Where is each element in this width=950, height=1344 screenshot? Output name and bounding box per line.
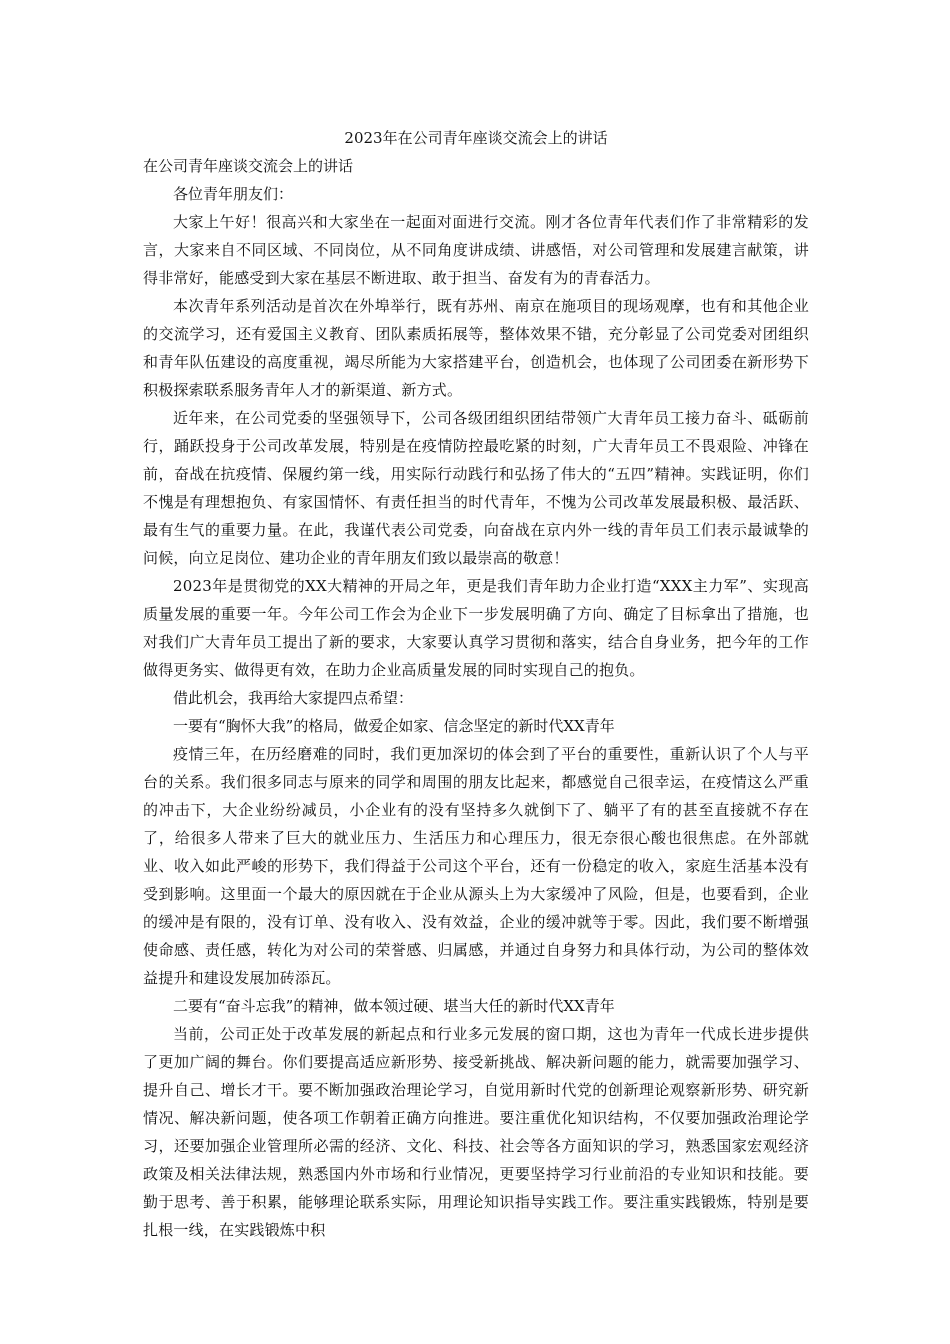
paragraph-greeting: 大家上午好！很高兴和大家坐在一起面对面进行交流。刚才各位青年代表们作了非常精彩的发言，大家来自不同区域、不同岗位，从不同角度讲成绩、讲感悟，对公司管理和发展建言献策，讲得非常好，能感受到大家在基层不断进取、敢于担当、奋发有为的青春活力。 bbox=[143, 213, 809, 287]
document-body bbox=[143, 124, 809, 1244]
document-subtitle: 在公司青年座谈交流会上的讲话 bbox=[143, 157, 354, 175]
section-heading-1: 一要有“胸怀大我”的格局，做爱企如家、信念坚定的新时代XX青年 bbox=[173, 717, 615, 735]
paragraph-hope-2: 当前，公司正处于改革发展的新起点和行业多元发展的窗口期，这也为青年一代成长进步提供了更加广阔的舞台。你们要提高适应新形势、接受新挑战、解决新问题的能力，就需要加强学习、提升自己、增长才干。要不断加强政治理论学习，自觉用新时代党的创新理论观察新形势、研究新情况、解决新问题，使各项工作朝着正确方向推进。要注重优化知识结构，不仅要加强政治理论学习，还要加强企业管理所必需的经济、文化、科技、社会等各方面知识的学习，熟悉国家宏观经济政策及相关法律法规，熟悉国内外市场和行业情况，更要坚持学习行业前沿的专业知识和技能。要勤于思考、善于积累，能够理论联系实际，用理论知识指导实践工作。要注重实践锻炼，特别是要扎根一线，在实践锻炼中积 bbox=[143, 1025, 809, 1239]
paragraph-activities: 本次青年系列活动是首次在外埠举行，既有苏州、南京在施项目的现场观摩，也有和其他企业的交流学习，还有爱国主义教育、团队素质拓展等，整体效果不错，充分彰显了公司党委对团组织和青年队伍建设的高度重视，竭尽所能为大家搭建平台，创造机会，也体现了公司团委在新形势下积极探索联系服务青年人才的新渠道、新方式。 bbox=[143, 297, 809, 399]
paragraph-hope-1: 疫情三年，在历经磨难的同时，我们更加深切的体会到了平台的重要性，重新认识了个人与平台的关系。我们很多同志与原来的同学和周围的朋友比起来，都感觉自己很幸运，在疫情这么严重的冲击下，大企业纷纷减员，小企业有的没有坚持多久就倒下了、躺平了有的甚至直接就不存在了，给很多人带来了巨大的就业压力、生活压力和心理压力，很无奈很心酸也很焦虑。在外部就业、收入如此严峻的形势下，我们得益于公司这个平台，还有一份稳定的收入，家庭生活基本没有受到影响。这里面一个最大的原因就在于企业从源头上为大家缓冲了风险，但是，也要看到，企业的缓冲是有限的，没有订单、没有收入、没有效益，企业的缓冲就等于零。因此，我们要不断增强使命感、责任感，转化为对公司的荣誉感、归属感，并通过自身努力和具体行动，为公司的整体效益提升和建设发展加砖添瓦。 bbox=[143, 745, 809, 987]
paragraph-2023: 2023年是贯彻党的XX大精神的开局之年，更是我们青年助力企业打造“XXX主力军”、实现高质量发展的重要一年。今年公司工作会为企业下一步发展明确了方向、确定了目标拿出了措施，也对我们广大青年员工提出了新的要求，大家要认真学习贯彻和落实，结合自身业务，把今年的工作做得更务实、做得更有效，在助力企业高质量发展的同时实现自己的抱负。 bbox=[143, 577, 809, 679]
paragraph-intro-hopes: 借此机会，我再给大家提四点希望： bbox=[173, 689, 414, 707]
section-heading-2: 二要有“奋斗忘我”的精神，做本领过硬、堪当大任的新时代XX青年 bbox=[173, 997, 615, 1015]
salutation: 各位青年朋友们： bbox=[173, 185, 294, 203]
paragraph-recent-years: 近年来，在公司党委的坚强领导下，公司各级团组织团结带领广大青年员工接力奋斗、砥砺前行，踊跃投身于公司改革发展，特别是在疫情防控最吃紧的时刻，广大青年员工不畏艰险、冲锋在前，奋战在抗疫情、保履约第一线，用实际行动践行和弘扬了伟大的“五四”精神。实践证明，你们不愧是有理想抱负、有家国情怀、有责任担当的时代青年，不愧为公司改革发展最积极、最活跃、最有生气的重要力量。在此，我谨代表公司党委，向奋战在京内外一线的青年员工们表示最诚挚的问候，向立足岗位、建功企业的青年朋友们致以最崇高的敬意！ bbox=[143, 409, 809, 567]
document-title: 2023年在公司青年座谈交流会上的讲话 bbox=[344, 129, 608, 147]
